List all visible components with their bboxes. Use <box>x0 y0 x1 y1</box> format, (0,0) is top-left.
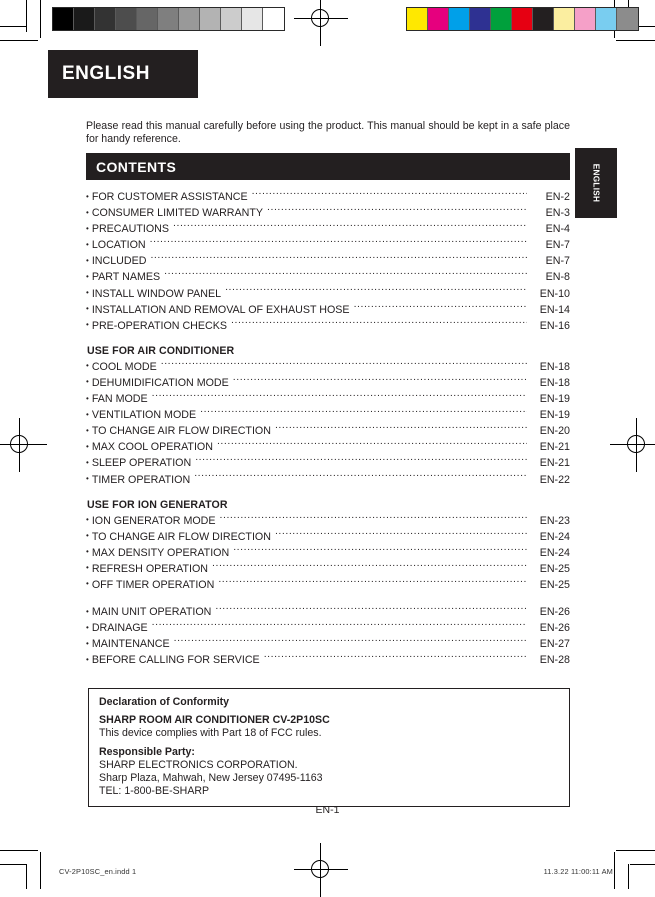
crop-mark-line <box>0 40 38 41</box>
toc-entry-label: INSTALLATION AND REMOVAL OF EXHAUST HOSE <box>91 303 350 316</box>
bullet-icon: • <box>86 606 89 616</box>
toc-dot-leader <box>164 268 527 280</box>
bullet-icon: • <box>86 547 89 557</box>
toc-entry-page: EN-25 <box>539 562 570 575</box>
toc-entry[interactable] <box>86 390 570 406</box>
bullet-icon: • <box>86 622 89 632</box>
toc-entry-label: PRE-OPERATION CHECKS <box>91 319 228 332</box>
toc-group <box>86 188 570 333</box>
crop-mark-line <box>26 0 27 32</box>
contents-header-bar <box>86 153 570 180</box>
toc-entry[interactable] <box>86 422 570 438</box>
bullet-icon: • <box>86 239 89 249</box>
calibration-swatch <box>575 8 596 30</box>
toc-entry-page: EN-25 <box>539 578 570 591</box>
toc-dot-leader <box>264 651 527 663</box>
crop-mark-line <box>26 864 27 889</box>
toc-entry[interactable] <box>86 576 570 592</box>
toc-group-spacer <box>86 333 570 345</box>
toc-entry[interactable] <box>86 406 570 422</box>
calibration-swatch <box>53 8 74 30</box>
grayscale-calibration-strip <box>52 7 285 31</box>
crop-mark-line <box>616 850 655 851</box>
intro-paragraph: Please read this manual carefully before using the product. This manual should be kept in a safe place for handy reference. <box>86 119 570 145</box>
toc-entry-label: CONSUMER LIMITED WARRANTY <box>91 207 264 220</box>
calibration-swatch <box>137 8 158 30</box>
toc-group-spacer <box>86 487 570 499</box>
toc-entry-label: MAINTENANCE <box>91 638 170 651</box>
toc-entry-page: EN-21 <box>539 441 570 454</box>
calibration-swatch <box>449 8 470 30</box>
bullet-icon: • <box>86 531 89 541</box>
toc-entry-label: REFRESH OPERATION <box>91 562 209 575</box>
toc-entry-label: FOR CUSTOMER ASSISTANCE <box>91 191 248 203</box>
toc-entry[interactable] <box>86 358 570 374</box>
registration-mark-bottom <box>304 853 338 887</box>
toc-dot-leader <box>152 619 527 631</box>
responsible-party-label: Responsible Party: <box>99 745 195 758</box>
toc-entry-page: EN-27 <box>539 638 570 651</box>
toc-dot-leader <box>194 471 527 483</box>
toc-dot-leader <box>215 603 527 615</box>
toc-entry-label: PRECAUTIONS <box>91 223 170 236</box>
bullet-icon: • <box>86 191 89 201</box>
toc-entry-page: EN-26 <box>539 606 570 619</box>
toc-section-heading: USE FOR AIR CONDITIONER <box>87 344 235 357</box>
bullet-icon: • <box>86 223 89 233</box>
registration-ring <box>311 9 329 27</box>
toc-entry[interactable] <box>86 438 570 454</box>
toc-dot-leader <box>212 560 527 572</box>
declaration-address: Sharp Plaza, Mahwah, New Jersey 07495-1163 <box>99 772 323 785</box>
toc-dot-leader <box>231 317 527 329</box>
crop-mark-line <box>0 850 38 851</box>
toc-dot-leader <box>174 635 527 647</box>
calibration-swatch <box>179 8 200 30</box>
bullet-icon: • <box>86 304 89 314</box>
footer-file-name: CV-2P10SC_en.indd 1 <box>59 867 137 876</box>
crop-mark-line <box>40 852 41 889</box>
toc-entry-page: EN-4 <box>545 223 570 236</box>
toc-dot-leader <box>275 422 527 434</box>
bullet-icon: • <box>86 255 89 265</box>
toc-entry-label: VENTILATION MODE <box>91 409 197 422</box>
toc-dot-leader <box>233 374 527 386</box>
toc-entry[interactable] <box>86 204 570 220</box>
toc-entry[interactable] <box>86 188 570 204</box>
bullet-icon: • <box>86 457 89 467</box>
toc-entry[interactable] <box>86 301 570 317</box>
toc-dot-leader <box>152 390 527 402</box>
bullet-icon: • <box>86 207 89 217</box>
toc-entry-page: EN-24 <box>539 546 570 559</box>
toc-entry-label: MAIN UNIT OPERATION <box>91 606 212 619</box>
registration-ring <box>311 860 329 878</box>
bullet-icon: • <box>86 441 89 451</box>
toc-entry[interactable] <box>86 512 570 528</box>
crop-mark-line <box>630 864 655 865</box>
registration-mark-left <box>3 428 37 462</box>
calibration-swatch <box>512 8 533 30</box>
declaration-of-conformity-box <box>88 688 570 807</box>
toc-entry-label: ION GENERATOR MODE <box>91 514 216 527</box>
toc-entry-page: EN-7 <box>545 255 570 268</box>
toc-entry[interactable] <box>86 528 570 544</box>
toc-group <box>86 603 570 667</box>
toc-dot-leader <box>150 252 527 264</box>
toc-entry-label: OFF TIMER OPERATION <box>91 578 215 591</box>
registration-mark-right <box>620 428 654 462</box>
toc-dot-leader <box>233 544 527 556</box>
bullet-icon: • <box>86 320 89 330</box>
toc-entry-label: LOCATION <box>91 239 146 252</box>
toc-entry-page: EN-28 <box>539 654 570 667</box>
toc-entry-page: EN-18 <box>539 376 570 389</box>
toc-group <box>86 499 570 592</box>
registration-ring <box>627 435 645 453</box>
toc-entry-page: EN-10 <box>539 287 570 300</box>
toc-entry-page: EN-21 <box>539 457 570 470</box>
registration-mark-top <box>304 2 338 36</box>
toc-entry-label: MAX DENSITY OPERATION <box>91 546 230 559</box>
toc-entry-page: EN-7 <box>545 239 570 252</box>
calibration-swatch <box>116 8 137 30</box>
toc-entry[interactable] <box>86 544 570 560</box>
bullet-icon: • <box>86 361 89 371</box>
toc-entry-page: EN-20 <box>539 425 570 438</box>
toc-entry[interactable] <box>86 285 570 301</box>
toc-dot-leader <box>161 358 527 370</box>
toc-dot-leader <box>173 220 527 232</box>
crop-mark-line <box>0 26 26 27</box>
bullet-icon: • <box>86 409 89 419</box>
calibration-swatch <box>470 8 491 30</box>
calibration-swatch <box>200 8 221 30</box>
toc-dot-leader <box>217 438 527 450</box>
calibration-swatch <box>263 8 284 30</box>
toc-dot-leader <box>200 406 527 418</box>
calibration-swatch <box>428 8 449 30</box>
toc-entry[interactable] <box>86 236 570 252</box>
toc-dot-leader <box>354 301 527 313</box>
toc-group <box>86 345 570 487</box>
declaration-model: SHARP ROOM AIR CONDITIONER CV-2P10SC <box>99 714 330 727</box>
toc-entry-label: TO CHANGE AIR FLOW DIRECTION <box>91 425 271 438</box>
toc-entry-label: TIMER OPERATION <box>91 473 191 486</box>
toc-entry[interactable] <box>86 651 570 667</box>
toc-entry-label: BEFORE CALLING FOR SERVICE <box>91 654 260 667</box>
toc-group-spacer <box>86 592 570 603</box>
calibration-swatch <box>533 8 554 30</box>
toc-entry-page: EN-23 <box>539 514 570 527</box>
toc-entry-page: EN-24 <box>539 530 570 543</box>
bullet-icon: • <box>86 515 89 525</box>
toc-dot-leader <box>220 512 527 524</box>
bullet-icon: • <box>86 425 89 435</box>
calibration-swatch <box>407 8 428 30</box>
toc-entry-page: EN-16 <box>539 319 570 332</box>
footer-timestamp: 11.3.22 11:00:11 AM <box>543 867 613 876</box>
toc-dot-leader <box>275 528 527 540</box>
crop-mark-line <box>40 0 41 38</box>
language-banner-label: ENGLISH <box>62 63 150 84</box>
toc-dot-leader <box>195 454 527 466</box>
crop-mark-line <box>616 40 655 41</box>
calibration-swatch <box>242 8 263 30</box>
calibration-swatch <box>617 8 638 30</box>
toc-entry-label: FAN MODE <box>91 393 148 406</box>
crop-mark-line <box>0 864 26 865</box>
toc-entry-page: EN-26 <box>539 622 570 635</box>
bullet-icon: • <box>86 393 89 403</box>
bullet-icon: • <box>86 563 89 573</box>
toc-entry[interactable] <box>86 635 570 651</box>
toc-entry[interactable] <box>86 619 570 635</box>
toc-dot-leader <box>252 188 527 200</box>
crop-mark-line <box>628 864 629 889</box>
toc-entry-page: EN-19 <box>539 393 570 406</box>
toc-entry-page: EN-22 <box>539 473 570 486</box>
toc-dot-leader <box>267 204 527 216</box>
toc-entry[interactable] <box>86 454 570 470</box>
bullet-icon: • <box>86 638 89 648</box>
toc-entry-label: TO CHANGE AIR FLOW DIRECTION <box>91 530 271 543</box>
toc-entry[interactable] <box>86 317 570 333</box>
contents-title: CONTENTS <box>96 158 177 175</box>
toc-entry-label: MAX COOL OPERATION <box>91 441 213 454</box>
calibration-swatch <box>596 8 617 30</box>
toc-entry[interactable] <box>86 374 570 390</box>
toc-dot-leader <box>225 285 527 297</box>
calibration-swatch <box>491 8 512 30</box>
declaration-company: SHARP ELECTRONICS CORPORATION. <box>99 758 298 771</box>
toc-dot-leader <box>150 236 527 248</box>
calibration-swatch <box>74 8 95 30</box>
page-number: EN-1 <box>315 804 340 816</box>
registration-ring <box>10 435 28 453</box>
toc-entry-page: EN-14 <box>539 303 570 316</box>
declaration-title: Declaration of Conformity <box>99 696 230 708</box>
toc-entry-label: PART NAMES <box>91 271 161 284</box>
toc-entry-page: EN-8 <box>545 271 570 284</box>
bullet-icon: • <box>86 288 89 298</box>
language-banner <box>48 50 198 98</box>
bullet-icon: • <box>86 654 89 664</box>
toc-entry[interactable] <box>86 603 570 619</box>
toc-dot-leader <box>218 576 527 588</box>
toc-entry-label: INCLUDED <box>91 255 147 268</box>
side-thumb-tab-english <box>575 148 617 218</box>
calibration-swatch <box>95 8 116 30</box>
toc-entry[interactable] <box>86 268 570 284</box>
color-calibration-strip <box>406 7 639 31</box>
toc-entry[interactable] <box>86 220 570 236</box>
toc-entry-label: COOL MODE <box>91 360 157 373</box>
toc-entry-label: DEHUMIDIFICATION MODE <box>91 376 229 389</box>
toc-entry[interactable] <box>86 560 570 576</box>
bullet-icon: • <box>86 474 89 483</box>
bullet-icon: • <box>86 377 89 387</box>
toc-entry-label: DRAINAGE <box>91 622 148 635</box>
crop-mark-line <box>614 852 615 889</box>
bullet-icon: • <box>86 579 89 589</box>
declaration-compliance: This device complies with Part 18 of FCC rules. <box>99 727 322 740</box>
toc-section-heading: USE FOR ION GENERATOR <box>87 498 228 511</box>
calibration-swatch <box>221 8 242 30</box>
toc-entry-page: EN-2 <box>545 191 570 203</box>
side-thumb-tab-label: ENGLISH <box>591 163 601 203</box>
declaration-telephone: TEL: 1-800-BE-SHARP <box>99 785 210 798</box>
toc-entry-label: SLEEP OPERATION <box>91 457 192 470</box>
table-of-contents <box>86 188 570 667</box>
toc-entry-page: EN-19 <box>539 409 570 422</box>
toc-entry[interactable] <box>86 471 570 487</box>
calibration-swatch <box>554 8 575 30</box>
toc-entry[interactable] <box>86 252 570 268</box>
toc-entry-page: EN-3 <box>545 207 570 220</box>
toc-entry-label: INSTALL WINDOW PANEL <box>91 287 222 300</box>
calibration-swatch <box>158 8 179 30</box>
bullet-icon: • <box>86 271 89 281</box>
toc-entry-page: EN-18 <box>539 360 570 373</box>
